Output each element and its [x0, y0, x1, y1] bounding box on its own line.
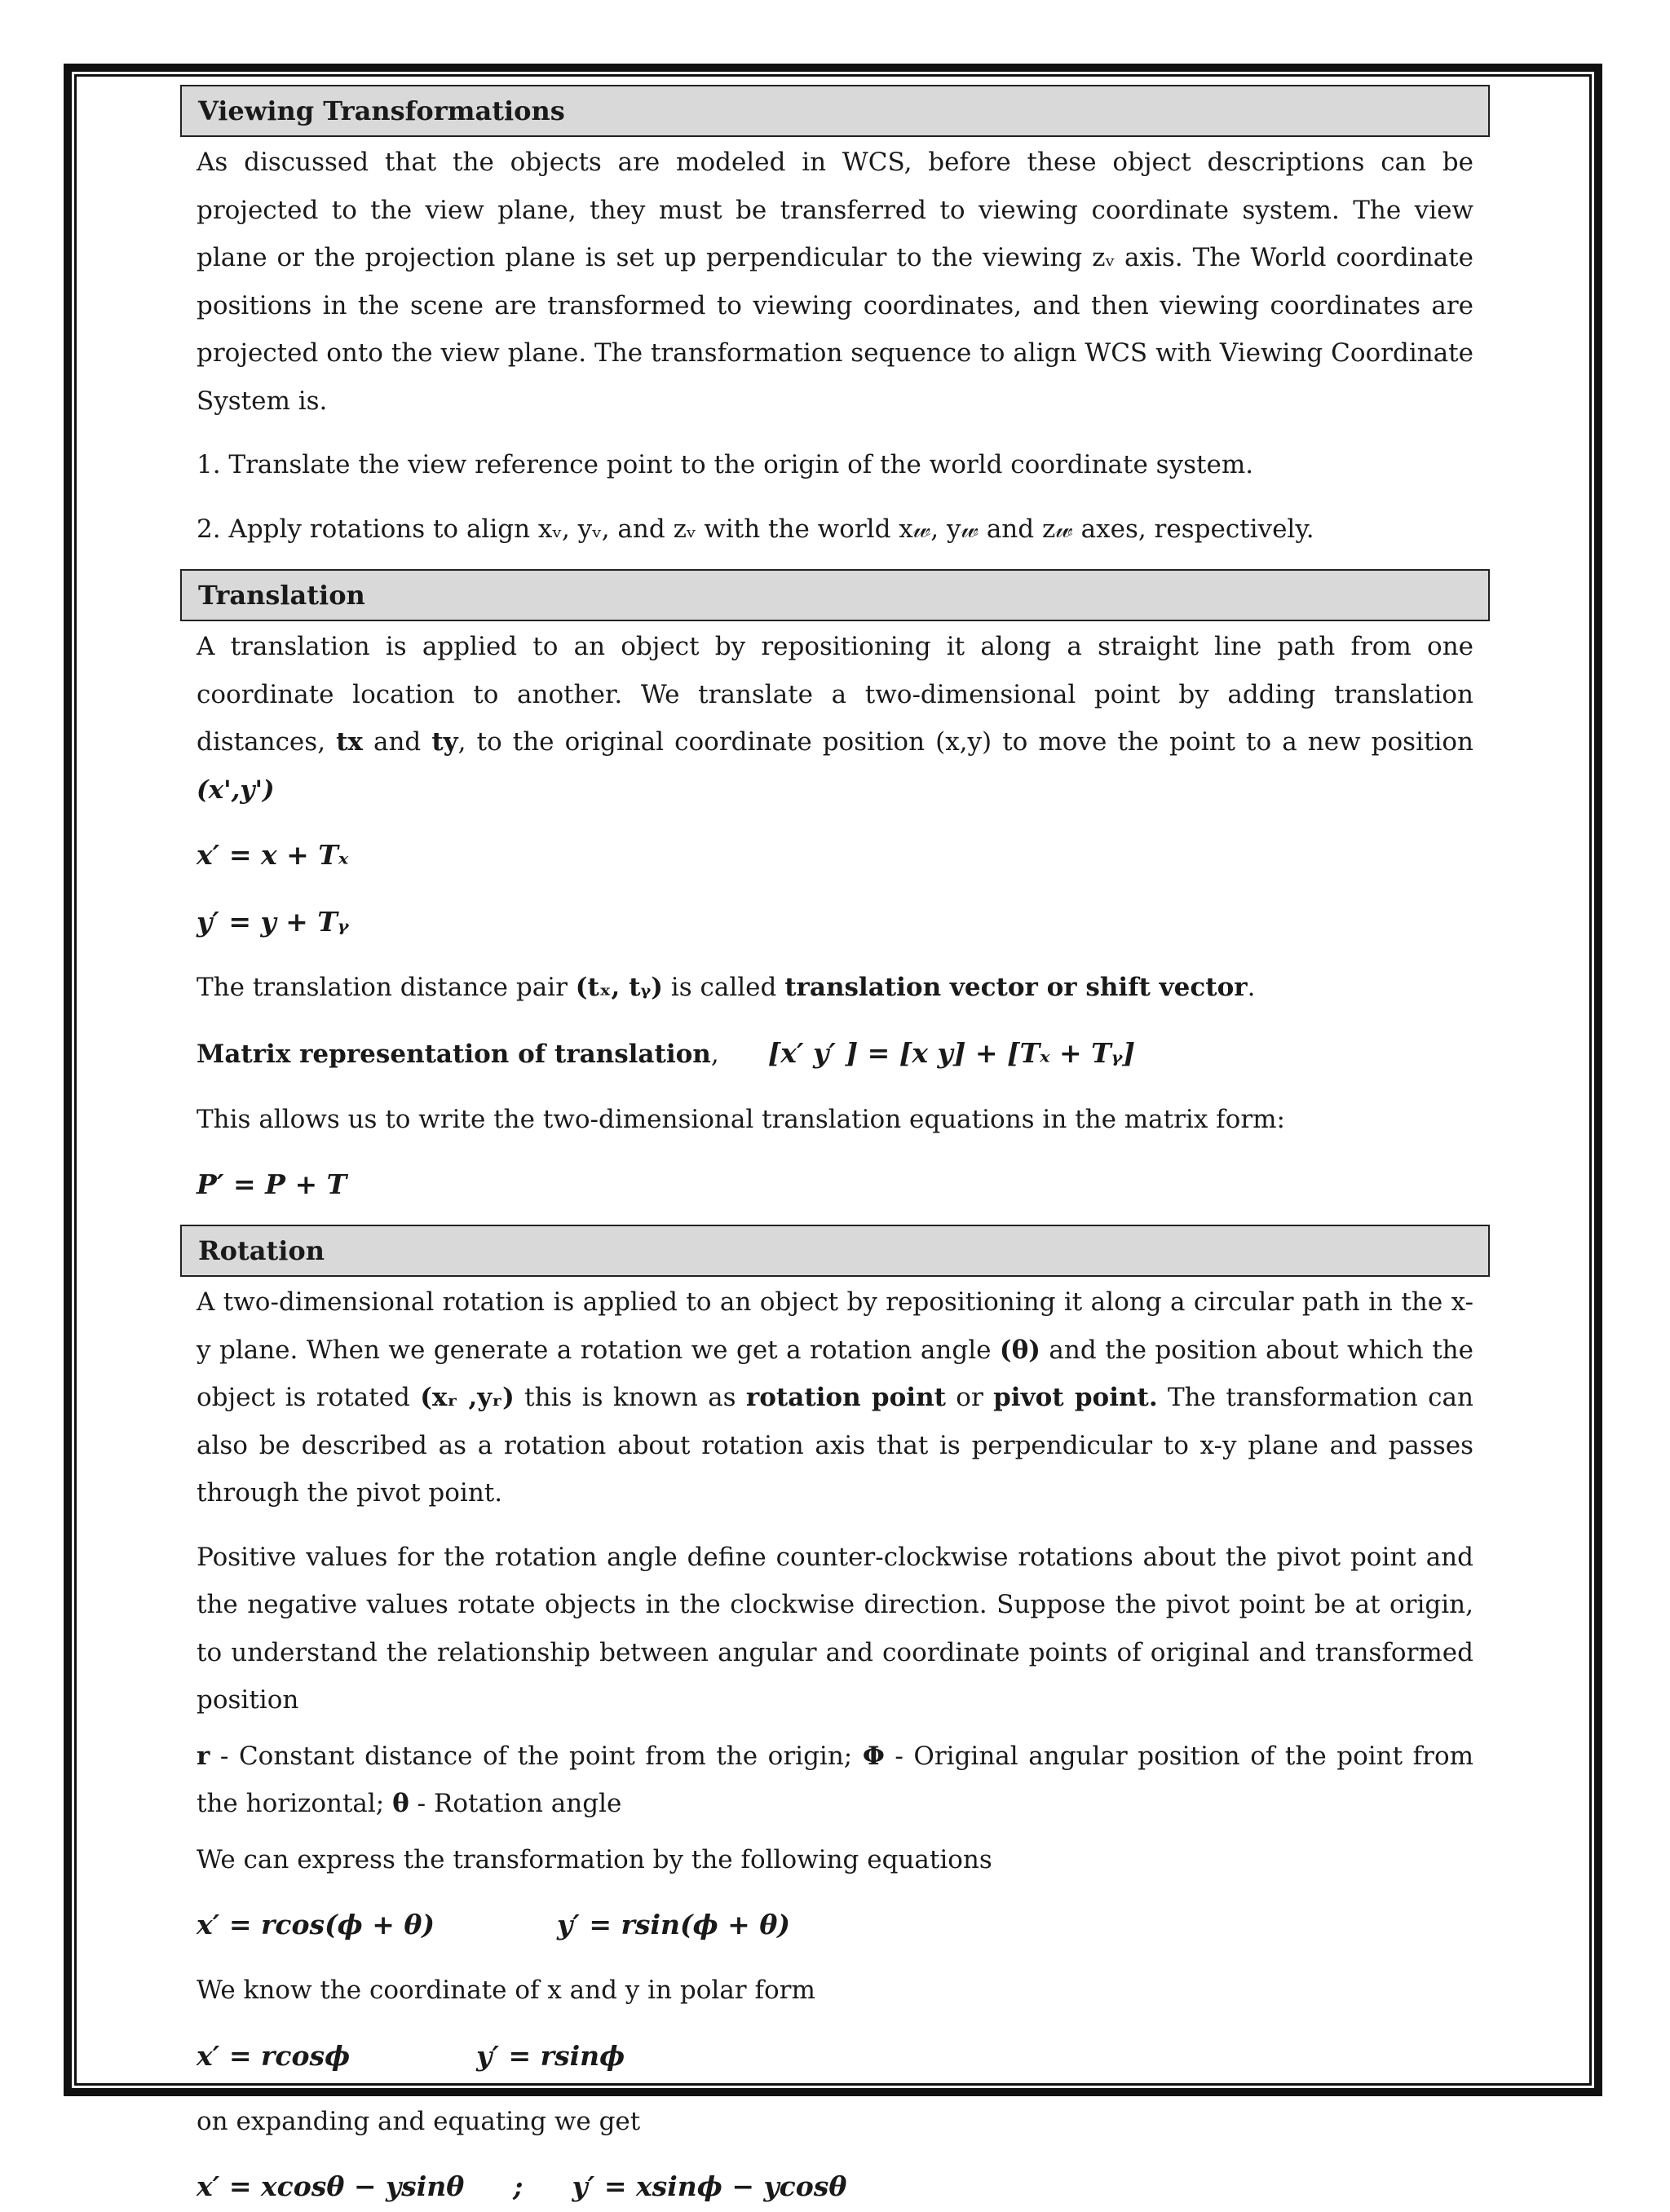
- tx-symbol: tx: [336, 727, 363, 757]
- polar-text: We know the coordinate of x and y in polar form: [197, 1976, 815, 2005]
- rotation-paragraph-2: Positive values for the rotation angle define counter-clockwise rotations about the pivot point and the negative values rotate objects in the clockwise direction. Suppose the pivot point be at origin, to understand the relationship between angular and coordinate points of original and transformed position: [197, 1542, 1473, 1715]
- document-body: [197, 82, 1473, 2212]
- viewing-step-2: 2. Apply rotations to align xᵥ, yᵥ, and zᵥ with the world x𝓌, y𝓌 and z𝓌 axes, respectively.: [197, 514, 1314, 544]
- viewing-step-1: 1. Translate the view reference point to the origin of the world coordinate system.: [197, 450, 1254, 479]
- matrix-representation: Matrix representation of translation, [x′ y′ ] = [x y] + [Tₓ + Tᵧ]: [197, 1036, 1136, 1069]
- translation-paragraph: A translation is applied to an object by repositioning it along a straight line path from one coordinate location to another. We translate a two-dimensional point by adding translation distances, tx and ty, to the original coordinate position (x,y) to move the point to a new position (x',y'): [197, 632, 1474, 805]
- rotation-paragraph-1: A two-dimensional rotation is applied to an object by repositioning it along a circular path in the x-y plane. When we generate a rotation we get a rotation angle (θ) and the position about which the object is rotated (xᵣ ,yᵣ) this is known as rotation point or pivot point. The transformation can also be described as a rotation about rotation axis that is perpendicular to x-y plane and passes through the pivot point.: [197, 1287, 1473, 1508]
- equation-y-translate: y′ = y + Tᵧ: [197, 906, 349, 938]
- express-text: We can express the transformation by the following equations: [197, 1844, 992, 1874]
- equation-x-translate: x′ = x + Tₓ: [197, 839, 349, 871]
- translation-vector-text: The translation distance pair (tₓ, tᵧ) is called translation vector or shift vector.: [197, 973, 1256, 1002]
- matrix-equation: [x′ y′ ] = [x y] + [Tₓ + Tᵧ]: [767, 1036, 1136, 1069]
- section-header-rotation: Rotation: [180, 1225, 1490, 1277]
- matrix-form-text: This allows us to write the two-dimensional translation equations in the matrix form:: [197, 1104, 1285, 1134]
- rotation-definitions: r - Constant distance of the point from the origin; Φ - Original angular position of the point from the horizontal; θ - Rotation angle: [197, 1741, 1473, 1818]
- expand-text: on expanding and equating we get: [197, 2106, 641, 2136]
- equation-expanded: x′ = xcosθ − ysinθ ; y′ = xsinϕ − ycosθ: [197, 2170, 847, 2202]
- equation-rotation-1: x′ = rcos(ϕ + θ) y′ = rsin(ϕ + θ): [197, 1909, 790, 1940]
- equation-polar: x′ = rcosϕ y′ = rsinϕ: [197, 2039, 625, 2072]
- equation-p-translate: P′ = P + T: [197, 1168, 347, 1200]
- ty-symbol: ty: [431, 727, 458, 757]
- new-position: (x',y'): [197, 775, 275, 805]
- section-header-translation: Translation: [180, 569, 1490, 621]
- section-header-viewing: Viewing Transformations: [180, 85, 1490, 137]
- viewing-paragraph: As discussed that the objects are modeled in WCS, before these object descriptions can be projected to the view plane, they must be transferred to viewing coordinate system. The view plane or the projection plane is set up perpendicular to the viewing zᵥ axis. The World coordinate positions in the scene are transformed to viewing coordinates, and then viewing coordinates are projected onto the view plane. The transformation sequence to align WCS with Viewing Coordinate System is.: [197, 148, 1473, 416]
